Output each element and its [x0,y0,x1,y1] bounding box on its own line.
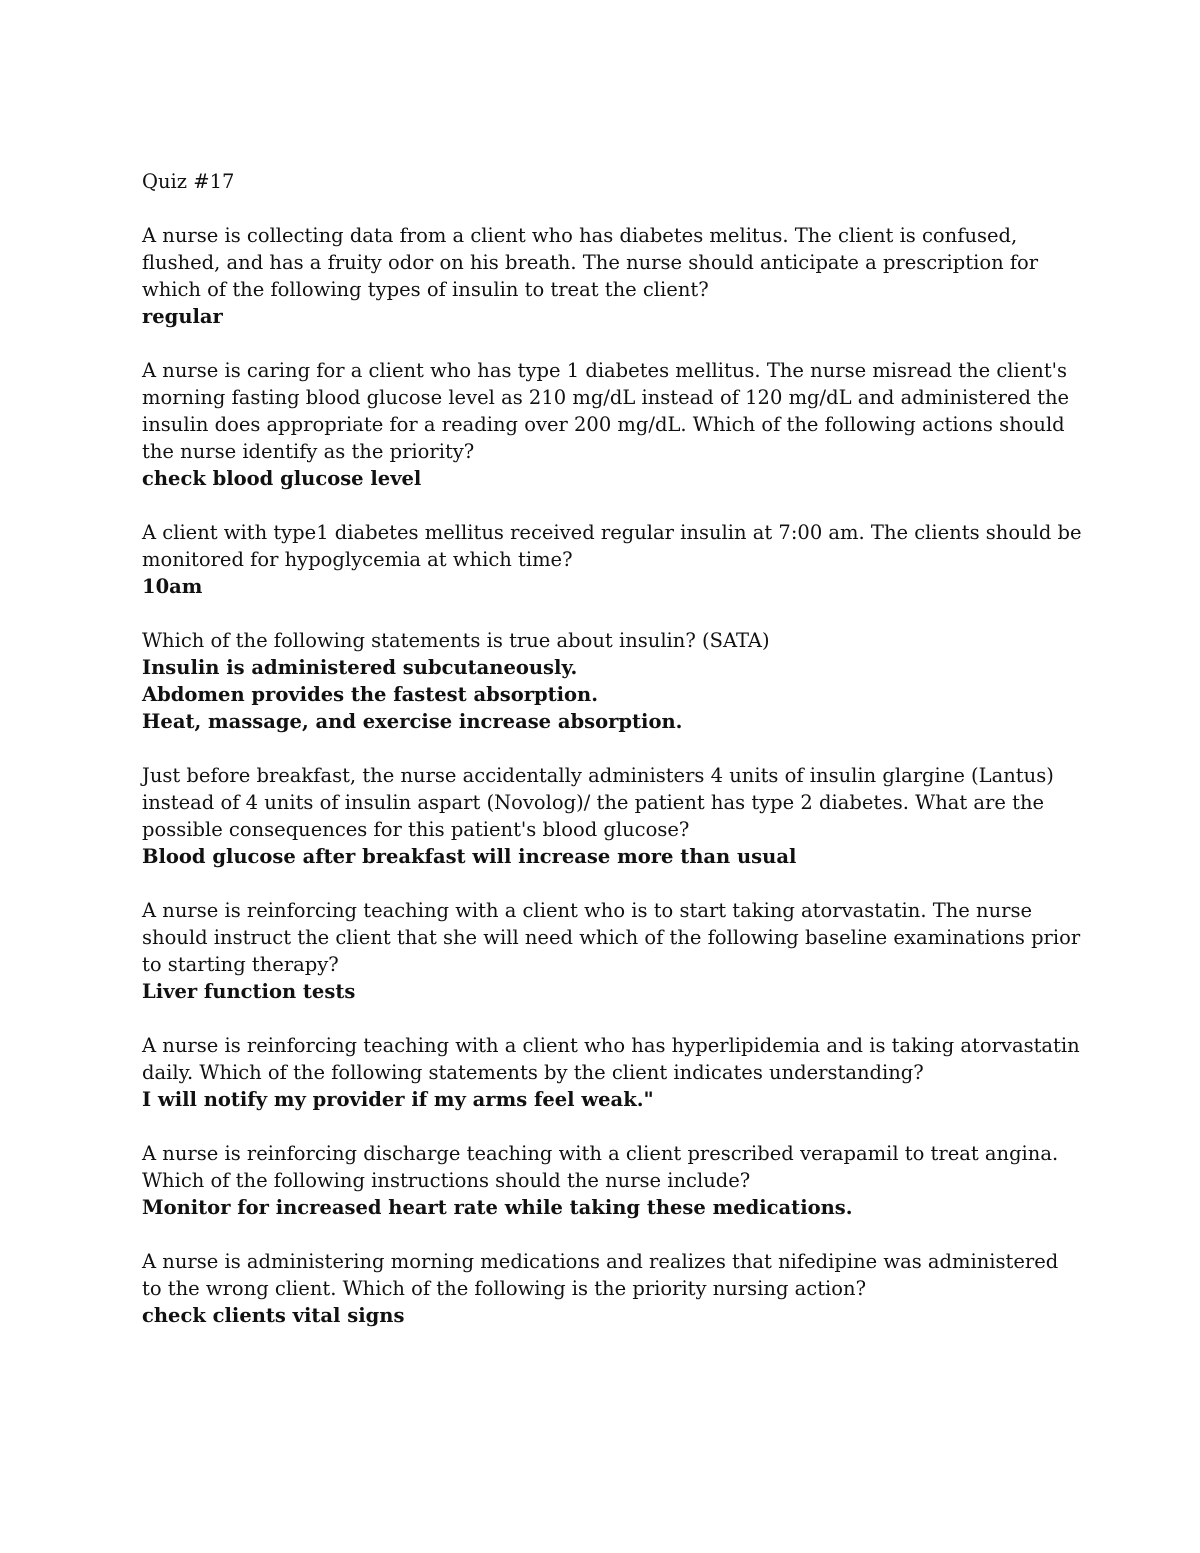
quiz-item-3 [142,519,1082,600]
answer-text: regular [142,305,223,328]
answer-text: Blood glucose after breakfast will increase more than usual [142,845,797,868]
quiz-item-1 [142,222,1082,330]
document-page [142,168,1082,1356]
question-text: Just before breakfast, the nurse accidentally administers 4 units of insulin glargine (Lantus) instead of 4 units of insulin aspart (Novolog)/ the patient has type 2 diabetes. What are the possible consequences for this patient's blood glucose? [142,764,1054,841]
document-title: Quiz #17 [142,170,235,193]
answer-text: Insulin is administered subcutaneously. [142,656,578,679]
answer-text: Liver function tests [142,980,356,1003]
question-text: A client with type1 diabetes mellitus received regular insulin at 7:00 am. The clients should be monitored for hypoglycemia at which time? [142,521,1082,571]
answer-text: check clients vital signs [142,1304,405,1327]
question-text: A nurse is reinforcing teaching with a client who is to start taking atorvastatin. The nurse should instruct the client that she will need which of the following baseline examinations prior to starting therapy? [142,899,1081,976]
answer-text: Heat, massage, and exercise increase absorption. [142,710,683,733]
answer-text: Abdomen provides the fastest absorption. [142,683,598,706]
question-text: A nurse is reinforcing discharge teaching with a client prescribed verapamil to treat angina. Which of the following instructions should the nurse include? [142,1142,1059,1192]
answer-text: I will notify my provider if my arms feel weak." [142,1088,654,1111]
quiz-item-5 [142,762,1082,870]
question-text: A nurse is reinforcing teaching with a client who has hyperlipidemia and is taking atorvastatin daily. Which of the following statements by the client indicates understanding? [142,1034,1080,1084]
quiz-item-4 [142,627,1082,735]
question-text: A nurse is administering morning medications and realizes that nifedipine was administered to the wrong client. Which of the following is the priority nursing action? [142,1250,1059,1300]
answer-text: check blood glucose level [142,467,422,490]
quiz-item-8 [142,1140,1082,1221]
quiz-item-7 [142,1032,1082,1113]
question-text: Which of the following statements is true about insulin? (SATA) [142,629,770,652]
quiz-item-6 [142,897,1082,1005]
quiz-item-9 [142,1248,1082,1329]
quiz-item-2 [142,357,1082,492]
answer-text: 10am [142,575,203,598]
question-text: A nurse is collecting data from a client who has diabetes melitus. The client is confused, flushed, and has a fruity odor on his breath. The nurse should anticipate a prescription for which of the following types of insulin to treat the client? [142,224,1039,301]
question-text: A nurse is caring for a client who has type 1 diabetes mellitus. The nurse misread the client's morning fasting blood glucose level as 210 mg/dL instead of 120 mg/dL and administered the insulin does appropriate for a reading over 200 mg/dL. Which of the following actions should the nurse identify as the priority? [142,359,1070,463]
answer-text: Monitor for increased heart rate while taking these medications. [142,1196,853,1219]
